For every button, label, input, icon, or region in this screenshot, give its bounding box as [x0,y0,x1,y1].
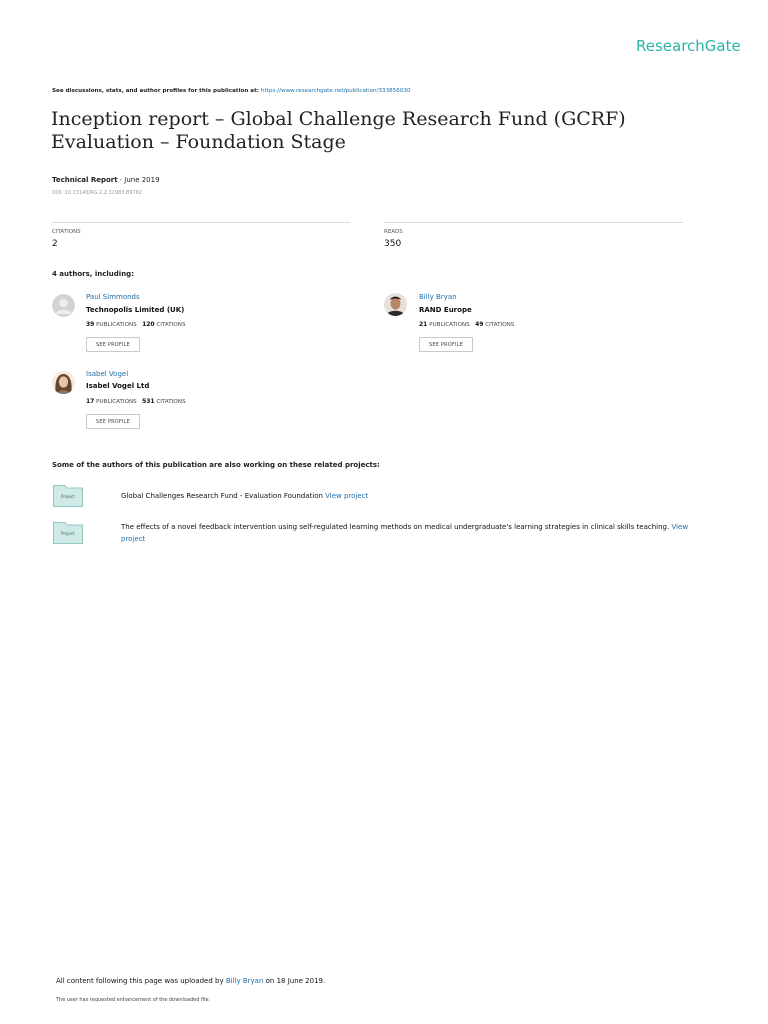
project-title: The effects of a novel feedback intervention using self-regulated learning methods on medical undergraduate's learning strategies in clinical skills teaching. [121,523,672,531]
disclaimer-text: See discussions, stats, and author profiles for this publication at: [52,88,259,94]
author-stats [86,398,186,405]
publications-label: PUBLICATIONS [96,399,137,405]
publication-type: Technical Report [52,176,118,184]
view-project-link[interactable]: View project [325,492,369,500]
publication-count: 21 [419,321,428,328]
project-title: Global Challenges Research Fund - Evaluation Foundation [121,492,326,500]
author-photo-icon[interactable] [384,293,407,316]
authors-heading: 4 authors, including: [52,270,134,278]
publication-count: 17 [86,398,95,405]
author-stats [419,321,514,328]
publication-url-link[interactable]: https://www.researchgate.net/publication/333856030 [260,88,411,94]
citation-count: 531 [142,398,155,405]
reads-label: READS [384,229,403,235]
project-icon-label: Project [61,531,75,536]
author-affiliation: RAND Europe [419,306,472,314]
author-photo-icon[interactable] [52,371,75,394]
publications-label: PUBLICATIONS [429,322,470,328]
view-project-link[interactable]: View project [121,523,689,543]
profile-disclaimer [52,88,411,94]
author-name-link[interactable]: Isabel Vogel [86,370,129,378]
citation-count: 120 [142,321,155,328]
see-profile-button[interactable]: SEE PROFILE [86,414,140,429]
publications-label: PUBLICATIONS [96,322,137,328]
project-folder-icon[interactable] [53,522,83,544]
citations-label: CITATIONS [156,322,186,328]
project-folder-icon[interactable] [53,485,83,507]
reads-count: 350 [384,239,402,249]
reads-divider [384,222,683,223]
publication-count: 39 [86,321,95,328]
author-name-link[interactable]: Billy Bryan [419,293,457,301]
author-affiliation: Isabel Vogel Ltd [86,382,150,390]
citations-label: CITATIONS [52,229,81,235]
publication-meta [52,176,160,184]
researchgate-logo[interactable]: ResearchGate [636,37,741,55]
project-description [121,490,691,502]
publication-doi: DOI: 10.13140/RG.2.2.31983.89762 [52,190,142,196]
see-profile-button[interactable]: SEE PROFILE [419,337,473,352]
citations-label: CITATIONS [156,399,186,405]
upload-suffix: on 18 June 2019. [263,977,326,985]
uploader-link[interactable]: Billy Bryan [225,977,264,985]
upload-note [56,977,325,985]
citations-divider [52,222,350,223]
author-stats [86,321,186,328]
related-projects-heading: Some of the authors of this publication are also working on these related projects: [52,461,380,469]
avatar-placeholder-icon[interactable] [52,294,75,317]
citation-count: 49 [475,321,484,328]
project-icon-label: Project [61,494,75,499]
citations-count: 2 [52,239,58,249]
upload-prefix: All content following this page was uploaded by [56,977,226,985]
enhancement-note: The user has requested enhancement of the downloaded file. [56,997,211,1003]
publication-title: Inception report – Global Challenge Research Fund (GCRF) Evaluation – Foundation Stage [51,108,626,153]
publication-date: · June 2019 [117,176,160,184]
see-profile-button[interactable]: SEE PROFILE [86,337,140,352]
citations-label: CITATIONS [485,322,515,328]
project-description [121,521,701,545]
author-name-link[interactable]: Paul Simmonds [86,293,140,301]
author-affiliation: Technopolis Limited (UK) [86,306,185,314]
